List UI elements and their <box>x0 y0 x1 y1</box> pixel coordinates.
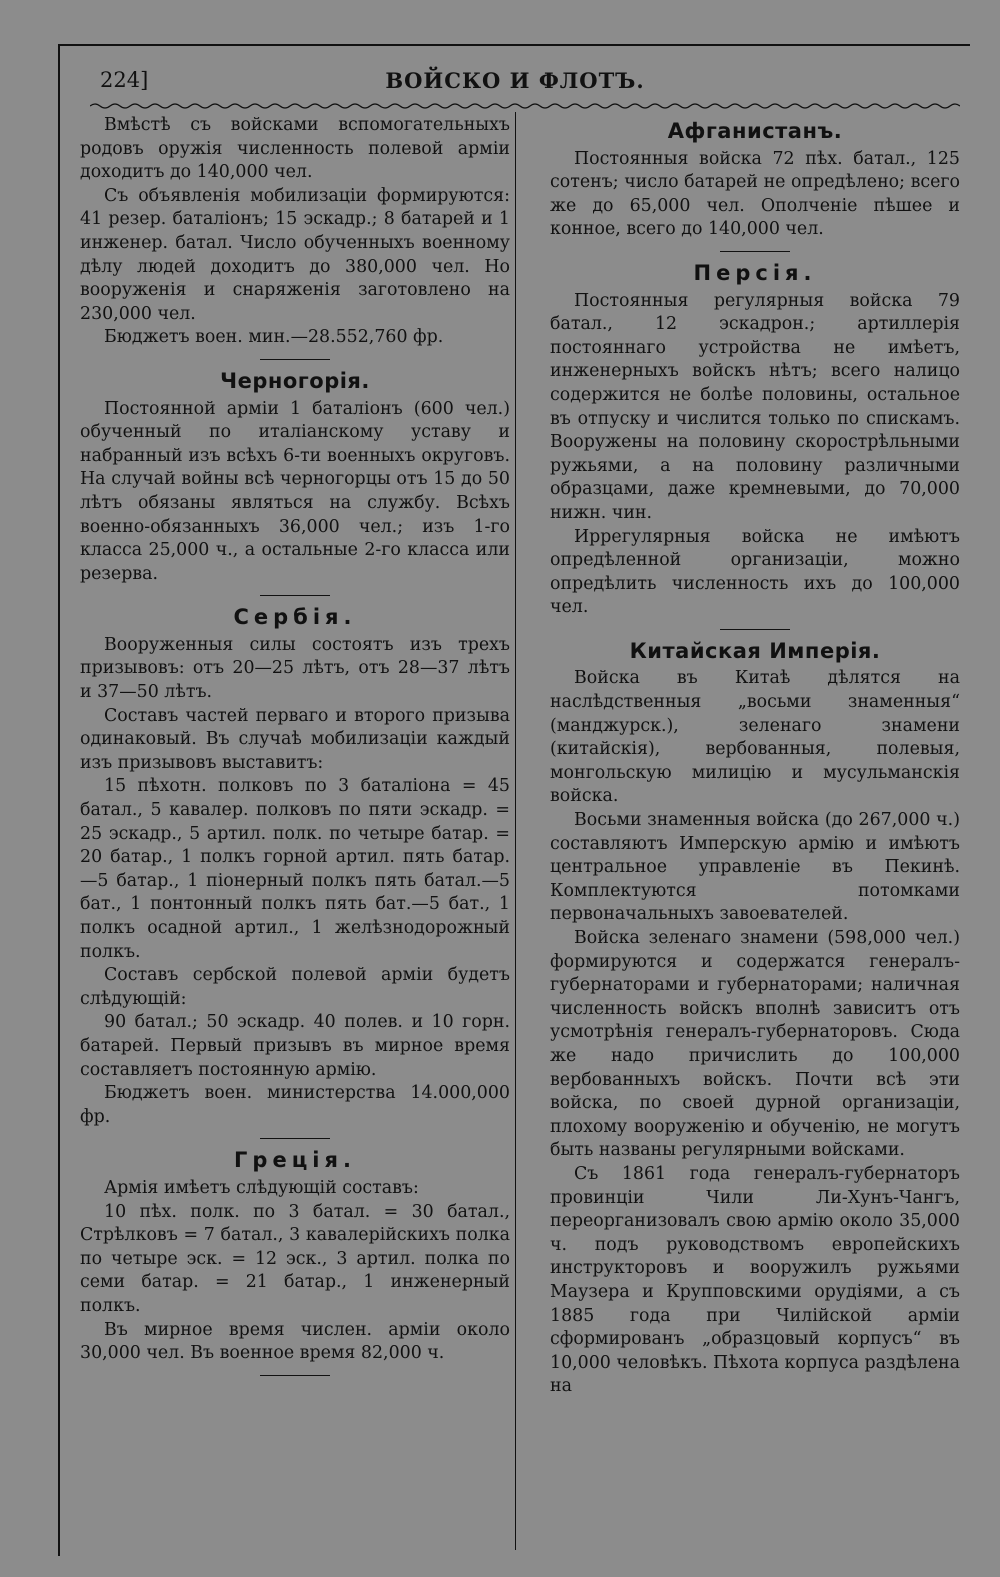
paragraph: 10 пѣх. полк. по 3 батал. = 30 батал., Стрѣлковъ = 7 батал., 3 кавалерійскихъ полка по четыре эск. = 12 эск., 3 артил. полка по семи батар. = 21 батар., 1 инженерный полкъ. <box>80 1201 510 1316</box>
running-title: ВОЙСКО И ФЛОТЪ. <box>385 68 645 93</box>
paragraph: 15 пѣхотн. полковъ по 3 баталіона = 45 батал., 5 кавалер. полковъ по пяти эскадр. = 25 эскадр., 5 артил. полк. по четыре батар. = 20 батар., 1 полкъ горной артил. пять батар.—5 батар., 1 піонерный полкъ пять батал.—5 бат., 1 понтонный полкъ пять бат.—5 бат., 1 полкъ осадной артил., 1 желѣзнодорожный полкъ. <box>80 776 510 962</box>
paragraph: Вмѣстѣ съ войсками вспомогательныхъ родовъ оружія численность полевой арміи доходитъ до 140,000 чел. <box>80 115 510 183</box>
page-number: 224] <box>100 68 149 92</box>
section-title-afghanistan: Афганистанъ. <box>667 119 843 143</box>
section-title-montenegro: Черногорія. <box>220 368 370 393</box>
section-rule <box>260 359 330 360</box>
paragraph: Восьми знаменныя войска (до 267,000 ч.) составляютъ Имперскую армію и имѣютъ центральное управленіе въ Пекинѣ. Комплектуются потомками первоначальныхъ завоевателей. <box>550 810 960 925</box>
paragraph: 90 батал.; 50 эскадр. 40 полев. и 10 горн. батарей. Первый призывъ въ мирное время составляетъ постоянную армію. <box>80 1012 510 1080</box>
paragraph: Бюджетъ воен. министерства 14.000,000 фр. <box>80 1083 510 1127</box>
paragraph: Иррегулярныя войска не имѣютъ опредѣленной организаціи, можно опредѣлить численность ихъ до 100,000 чел. <box>550 526 960 618</box>
section-title-serbia: Сербія. <box>233 605 357 630</box>
paragraph: Постоянной арміи 1 баталіонъ (600 чел.) обученный по италіанскому уставу и набранный изъ всѣхъ 6-ти военныхъ округовъ. На случай войны всѣ черногорцы отъ 15 до 50 лѣтъ обязаны являться на службу. Всѣхъ военно-обязанныхъ 36,000 чел.; изъ 1-го класса 25,000 ч., а остальные 2-го класса или резерва. <box>80 398 510 584</box>
wavy-rule <box>90 102 960 110</box>
paragraph: Войска въ Китаѣ дѣлятся на наслѣдственныя „восьми знаменныя“ (манджурск.), зеленаго знамени (китайскія), вербованныя, полевыя, монгольскую милицію и мусульманскія войска. <box>550 668 960 807</box>
paragraph: Составъ сербской полевой арміи будетъ слѣдующій: <box>80 965 510 1009</box>
section-rule <box>260 1375 330 1376</box>
left-column <box>80 114 510 1386</box>
right-column <box>550 114 960 1399</box>
paragraph: Постоянныя регулярныя войска 79 батал., 12 эскадрон.; артиллерія постояннаго устройства не имѣетъ, инженерныхъ войскъ нѣтъ; всего налицо содержится не болѣе половины, остальное въ отпуску и числится только по спискамъ. Вооружены на половину скорострѣльными ружьями, а на половину различными образцами, даже кремневыми, до 70,000 нижн. чин. <box>550 290 960 523</box>
page-header <box>60 46 970 108</box>
section-rule <box>720 629 790 630</box>
paragraph: Армія имѣетъ слѣдующій составъ: <box>104 1177 419 1198</box>
column-divider <box>515 112 516 1550</box>
book-page <box>58 44 970 1556</box>
section-rule <box>260 1138 330 1139</box>
paragraph: Бюджетъ воен. мин.—28.552,760 фр. <box>104 327 444 348</box>
paragraph: Вооруженныя силы состоятъ изъ трехъ призывовъ: отъ 20—25 лѣтъ, отъ 28—37 лѣтъ и 37—50 лѣтъ. <box>80 634 510 703</box>
paragraph: Войска зеленаго знамени (598,000 чел.) формируются и содержатся генералъ-губернаторами и губернаторами; наличная численность войскъ вполнѣ зависитъ отъ усмотрѣнія генералъ-губернаторовъ. Сюда же надо причислить до 100,000 вербованныхъ войскъ. Почти всѣ эти войска, по своей дурной организаціи, плохому вооруженію и обученію, не могутъ быть названы регулярными войсками. <box>550 928 960 1161</box>
section-title-china: Китайская Имперія. <box>629 638 881 663</box>
section-rule <box>260 595 330 596</box>
section-title-greece: Греція. <box>234 1148 356 1173</box>
paragraph: Составъ частей перваго и второго призыва одинаковый. Въ случаѣ мобилизаціи каждый изъ призывовъ выставитъ: <box>80 705 510 773</box>
section-title-persia: Персія. <box>693 260 817 285</box>
section-rule <box>720 251 790 252</box>
paragraph: Съ объявленія мобилизаціи формируются: 41 резер. баталіонъ; 15 эскадр.; 8 батарей и 1 инженер. батал. Число обученныхъ военному дѣлу людей доходитъ до 380,000 чел. Но вооруженія и снаряженія заготовлено на 230,000 чел. <box>80 185 510 324</box>
paragraph: Въ мирное время числен. арміи около 30,000 чел. Въ военное время 82,000 ч. <box>80 1319 510 1364</box>
paragraph: Съ 1861 года генералъ-губернаторъ провинціи Чили Ли-Хунъ-Чангъ, переорганизовалъ свою армію около 35,000 ч. подъ руководствомъ европейскихъ инструкторовъ и вооружилъ ружьями Маузера и Крупповскими орудіями, а съ 1885 года при Чилійской арміи сформированъ „образцовый корпусъ“ въ 10,000 человѣкъ. Пѣхота корпуса раздѣлена на <box>550 1163 960 1397</box>
paragraph: Постоянныя войска 72 пѣх. батал., 125 сотенъ; число батарей не опредѣлено; всего же до 65,000 чел. Ополченіе пѣшее и конное, всего до 140,000 чел. <box>550 148 960 240</box>
